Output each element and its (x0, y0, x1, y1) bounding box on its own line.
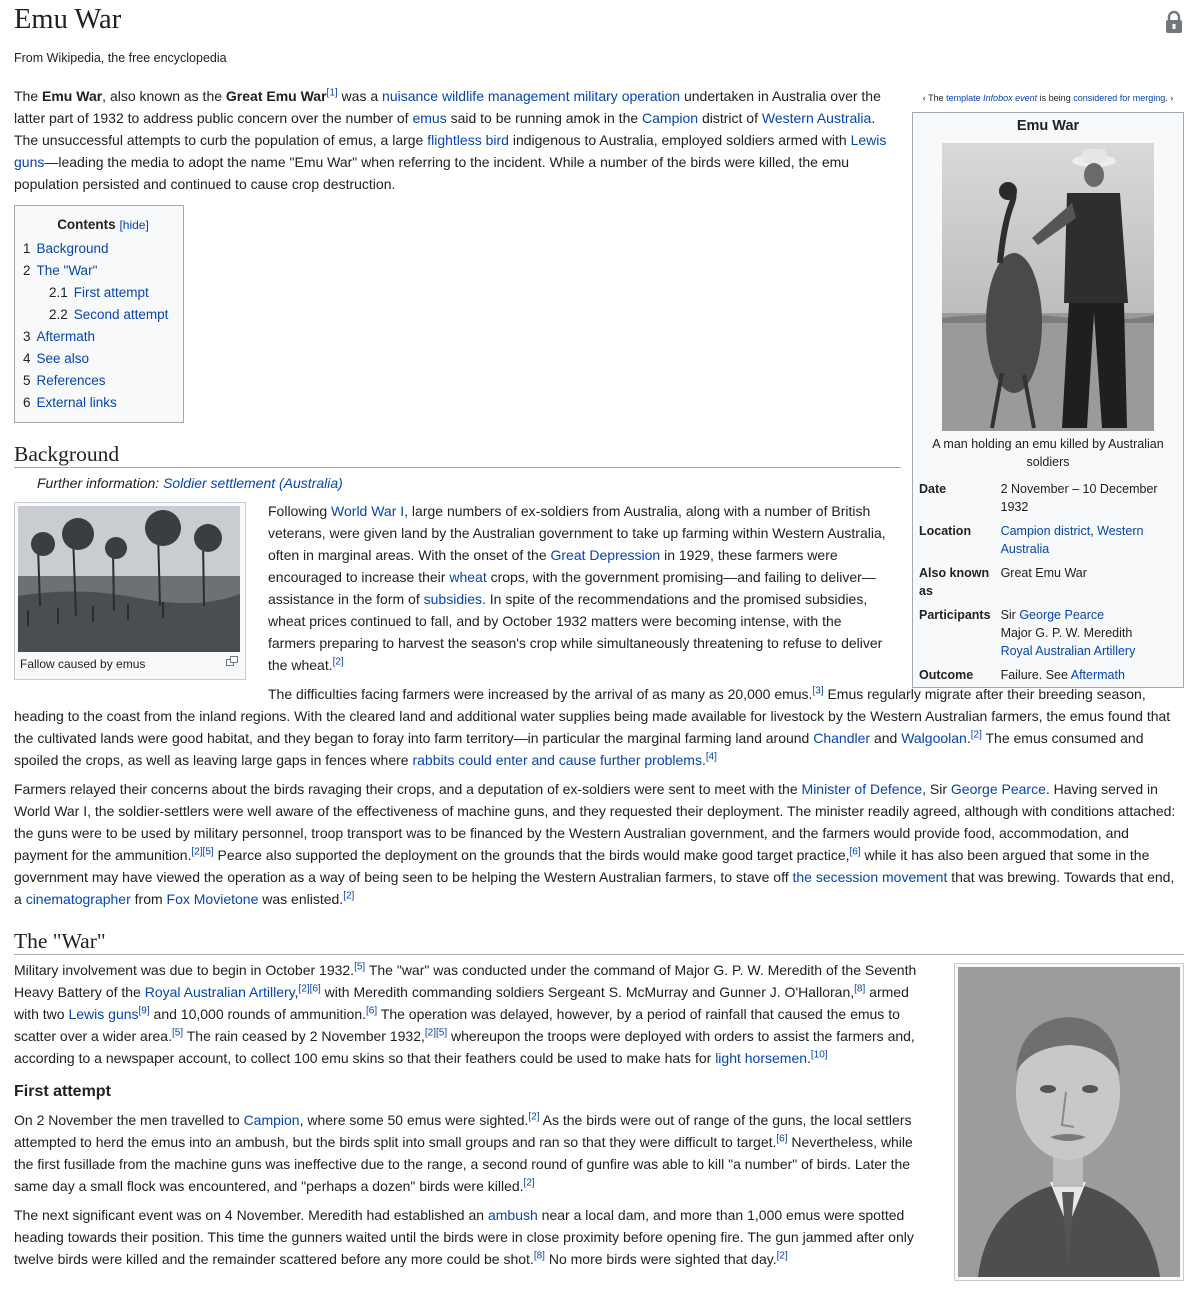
toc-link-background[interactable]: Background (36, 241, 109, 256)
light-horsemen-link[interactable]: light horsemen (715, 1050, 808, 1066)
wheat-link[interactable]: wheat (449, 569, 487, 585)
ref-2[interactable]: [2] (970, 729, 982, 741)
bold-emu-war: Emu War (42, 88, 103, 104)
toc-item[interactable]: 2.2 Second attempt (49, 307, 169, 322)
location-label: Location (919, 524, 972, 538)
lewis-guns-link[interactable]: Lewis guns (14, 132, 887, 170)
section-heading-background: Background (14, 443, 901, 468)
war-paragraph-3: The next significant event was on 4 November. Meredith had established an ambush near a local dam, and more than 1,000 emus were spotted heading towards their position. This time the gunners waited until the birds were in close proximity before opening fire. The gun jammed after only twelve birds were killed and the remainder scattered before any more could be shot.[8] No more birds were sighted that day.[2] (14, 1207, 914, 1267)
ref-2[interactable]: [2] (523, 1177, 535, 1189)
subsection-heading-first-attempt: First attempt (14, 1083, 111, 1100)
toc-link-first-attempt[interactable]: First attempt (73, 285, 149, 300)
enlarge-icon[interactable] (226, 656, 238, 666)
cinematographer-link[interactable]: cinematographer (25, 891, 131, 907)
ref-8[interactable]: [8] (854, 983, 866, 995)
merge-discussion-link[interactable]: considered for merging (1073, 93, 1166, 103)
flightless-bird-link[interactable]: flightless bird (427, 132, 509, 148)
intro-paragraph: The Emu War, also known as the Great Emu War[1] was a nuisance wildlife management military operation undertaken in Australia over the latter part of 1932 to address public concern over the number of emus said to be running amok in the Campion district of Western Australia. The unsuccessful attempts to curb the population of emus, a large flightless bird indigenous to Australia, employed soldiers armed with Lewis guns—leading the media to adopt the name "Emu War" when referring to the incident. While a number of the birds were killed, the emu population persisted and continued to cause crop destruction. (14, 87, 887, 192)
ref-4[interactable]: [4] (705, 751, 717, 763)
date-value: 2 November – 10 December 1932 (1000, 482, 1158, 514)
background-paragraph-1: Following World War I, large numbers of ex-soldiers from Australia, along with a number of British veterans, were given land by the Australian government to take up farming within Western Australia, often in marginal areas. With the onset of the Great Depression in 1929, these farmers were encouraged to increase their wheat crops, with the government promising—and failing to deliver—assistance in the form of subsidies. In spite of the recommendations and the promised subsidies, wheat prices continued to fall, and by October 1932 matters were becoming intense, with the farmers preparing to harvest the season's crop while simultaneously threatening to refuse to deliver the wheat.[2] (268, 503, 886, 673)
toc-link-see-also[interactable]: See also (36, 351, 90, 366)
toc-hide-toggle[interactable]: [hide] (119, 218, 149, 232)
background-block (14, 500, 889, 676)
walgoolan-link[interactable]: Walgoolan (901, 730, 967, 746)
title-prefix: Sir (1000, 608, 1020, 622)
ref-2[interactable]: [2] (528, 1111, 540, 1123)
george-pearce-link[interactable]: George Pearce (950, 781, 1046, 797)
ref-2[interactable]: [2] (776, 1250, 788, 1262)
merge-text: . › (1165, 93, 1174, 103)
western-australia-link[interactable]: Western Australia (761, 110, 872, 126)
toc-item[interactable]: 4 See also (23, 351, 90, 366)
secession-movement-link[interactable]: the secession movement (792, 869, 948, 885)
ref-9[interactable]: [9] (138, 1005, 150, 1017)
great-depression-link[interactable]: Great Depression (550, 547, 661, 563)
emus-link[interactable]: emus (412, 110, 447, 126)
rabbits-link[interactable]: rabbits could enter and cause further problems (412, 752, 702, 768)
table-of-contents (14, 205, 184, 423)
toc-link-second-attempt[interactable]: Second attempt (73, 307, 169, 322)
ref-2-6[interactable]: [2][6] (298, 983, 321, 995)
ref-2-5[interactable]: [2][5] (191, 846, 214, 858)
ref-5[interactable]: [5] (171, 1027, 184, 1039)
george-pearce-link[interactable]: George Pearce (1019, 608, 1105, 622)
ref-3[interactable]: [3] (812, 685, 824, 697)
merge-text: is being (1037, 93, 1074, 103)
toc-item[interactable]: 2.1 First attempt (49, 285, 149, 300)
page-title: Emu War (14, 4, 122, 35)
chandler-link[interactable]: Chandler (813, 730, 871, 746)
ref-1[interactable]: [1] (326, 87, 338, 99)
toc-item[interactable]: 6 External links (23, 395, 117, 410)
toc-link-aftermath[interactable]: Aftermath (36, 329, 96, 344)
nuisance-wildlife-link[interactable]: nuisance wildlife management military operation (382, 88, 681, 104)
background-paragraph-2: The difficulties facing farmers were increased by the arrival of as many as 20,000 emus.[3] Emus regularly migrate after their breeding season, heading to the coast from the inland regions. With the cleared land and additional water supplies being made available for livestock by the Western Australian farmers, the emus found that the cultivated lands were good habitat, and they began to foray into farm territory—in particular the marginal farming land around Chandler and Walgoolan.[2] The emus consumed and spoiled the crops, as well as leaving large gaps in fences where rabbits could enter and cause further problems.[4] (14, 685, 1171, 768)
ref-5[interactable]: [5] (354, 961, 366, 973)
aka-value: Great Emu War (1000, 566, 1087, 580)
toc-link-external-links[interactable]: External links (36, 395, 117, 410)
ref-2-5[interactable]: [2][5] (424, 1027, 448, 1039)
ref-6[interactable]: [6] (776, 1133, 788, 1145)
ref-2[interactable]: [2] (343, 890, 355, 902)
toc-title: Contents [hide] (57, 217, 149, 232)
background-paragraph-3: Farmers relayed their concerns about the birds ravaging their crops, and a deputation of ex-soldiers were sent to meet with the Minister of Defence, Sir George Pearce. Having served in World War I, the soldier-settlers were well aware of the effectiveness of machine guns, and they requested their deployment. The minister readily agreed, although with conditions attached: the guns were to be used by military personnel, troop transport was to be financed by the Western Australian government, and the farmers would provide food, accommodation, and payment for the ammunition.[2][5] Pearce also supported the deployment on the grounds that the birds would make good target practice,[6] while it has also been argued that some in the government may have viewed the operation as a way of being seen to be helping the Western Australian farmers, to stave off the secession movement that was brewing. Towards that end, a cinematographer from Fox Movietone was enlisted.[2] (14, 781, 1176, 907)
site-tagline: From Wikipedia, the free encyclopedia (14, 51, 227, 65)
toc-item[interactable]: 1 Background (23, 241, 109, 256)
merge-text: ‹ The (922, 93, 947, 103)
thumb-fallow (14, 502, 246, 680)
soldier-settlement-link[interactable]: Soldier settlement (Australia) (163, 475, 343, 491)
participant-meredith: Major G. P. W. Meredith (1000, 626, 1133, 640)
lock-icon[interactable] (1164, 10, 1184, 34)
royal-australian-artillery-link[interactable]: Royal Australian Artillery (144, 984, 295, 1000)
toc-item[interactable]: 5 References (23, 373, 106, 388)
royal-australian-artillery-link[interactable]: Royal Australian Artillery (1000, 644, 1136, 658)
date-label: Date (919, 482, 947, 496)
toc-link-war[interactable]: The "War" (36, 263, 98, 278)
toc-link-references[interactable]: References (36, 373, 106, 388)
subsidies-link[interactable]: subsidies (423, 591, 483, 607)
merge-infobox-link[interactable]: Infobox event (983, 93, 1038, 103)
thumb-caption: Fallow caused by emus (18, 652, 242, 676)
ref-8[interactable]: [8] (533, 1250, 545, 1262)
world-war-i-link[interactable]: World War I (331, 503, 405, 519)
fallow-photo[interactable] (18, 506, 240, 652)
thumb-portrait (954, 963, 1184, 1281)
war-paragraph-2: On 2 November the men travelled to Campion, where some 50 emus were sighted.[2] As the birds were out of range of the guns, the local settlers attempted to herd the emus into an ambush, but the birds split into small groups and ran so that they were difficult to target.[6] Nevertheless, while the first fusillade from the machine guns was ineffective due to the range, a second round of gunfire was able to kill "a number" of birds. Later the same day a small flock was encountered, and "perhaps a dozen" birds were killed.[2] (14, 1111, 913, 1194)
outcome-text: Failure. See (1000, 668, 1071, 682)
ref-2[interactable]: [2] (332, 656, 344, 668)
fox-movietone-link[interactable]: Fox Movietone (166, 891, 259, 907)
campion-link[interactable]: Campion (243, 1112, 300, 1128)
ref-6[interactable]: [6] (849, 846, 861, 858)
western-australia-link[interactable]: Western Australia (1000, 524, 1144, 556)
portrait-photo-meredith[interactable] (958, 967, 1180, 1277)
separator: , (1090, 524, 1098, 538)
campion-district-link[interactable]: Campion district (1000, 524, 1091, 538)
toc-item[interactable]: 2 The "War" (23, 263, 98, 278)
further-info-hatnote: Further information: Soldier settlement (Australia) (37, 475, 343, 491)
ref-6[interactable]: [6] (366, 1005, 378, 1017)
campion-link[interactable]: Campion (642, 110, 699, 126)
toc-item[interactable]: 3 Aftermath (23, 329, 96, 344)
ambush-link[interactable]: ambush (487, 1207, 538, 1223)
bold-great-emu-war: Great Emu War (225, 88, 327, 104)
war-paragraph-1: Military involvement was due to begin in October 1932.[5] The "war" was conducted under the command of Major G. P. W. Meredith of the Seventh Heavy Battery of the Royal Australian Artillery,[2][6] with Meredith commanding soldiers Sergeant S. McMurray and Gunner J. O'Halloran,[8] armed with two Lewis guns[9] and 10,000 rounds of ammunition.[6] The operation was delayed, however, by a period of rainfall that caused the emus to scatter over a wider area.[5] The rain ceased by 2 November 1932,[2][5] whereupon the troops were deployed with orders to assist the farmers and, according to a newspaper account, to collect 100 emu skins so that their feathers could be used to make hats for light horsemen.[10] (14, 961, 917, 1066)
aka-label: Also known as (919, 566, 990, 598)
infobox-caption: A man holding an emu killed by Australian soldiers (932, 437, 1164, 469)
ref-10[interactable]: [10] (810, 1049, 828, 1061)
outcome-label: Outcome (919, 668, 974, 682)
article-body (14, 85, 1184, 1287)
merge-template-link[interactable]: template (946, 93, 981, 103)
lewis-guns-link[interactable]: Lewis guns (68, 1006, 139, 1022)
minister-of-defence-link[interactable]: Minister of Defence (801, 781, 923, 797)
aftermath-link[interactable]: Aftermath (1070, 668, 1125, 682)
participants-label: Participants (919, 608, 991, 622)
infobox-title: Emu War (1016, 118, 1080, 134)
section-heading-war: The "War" (14, 930, 1184, 955)
